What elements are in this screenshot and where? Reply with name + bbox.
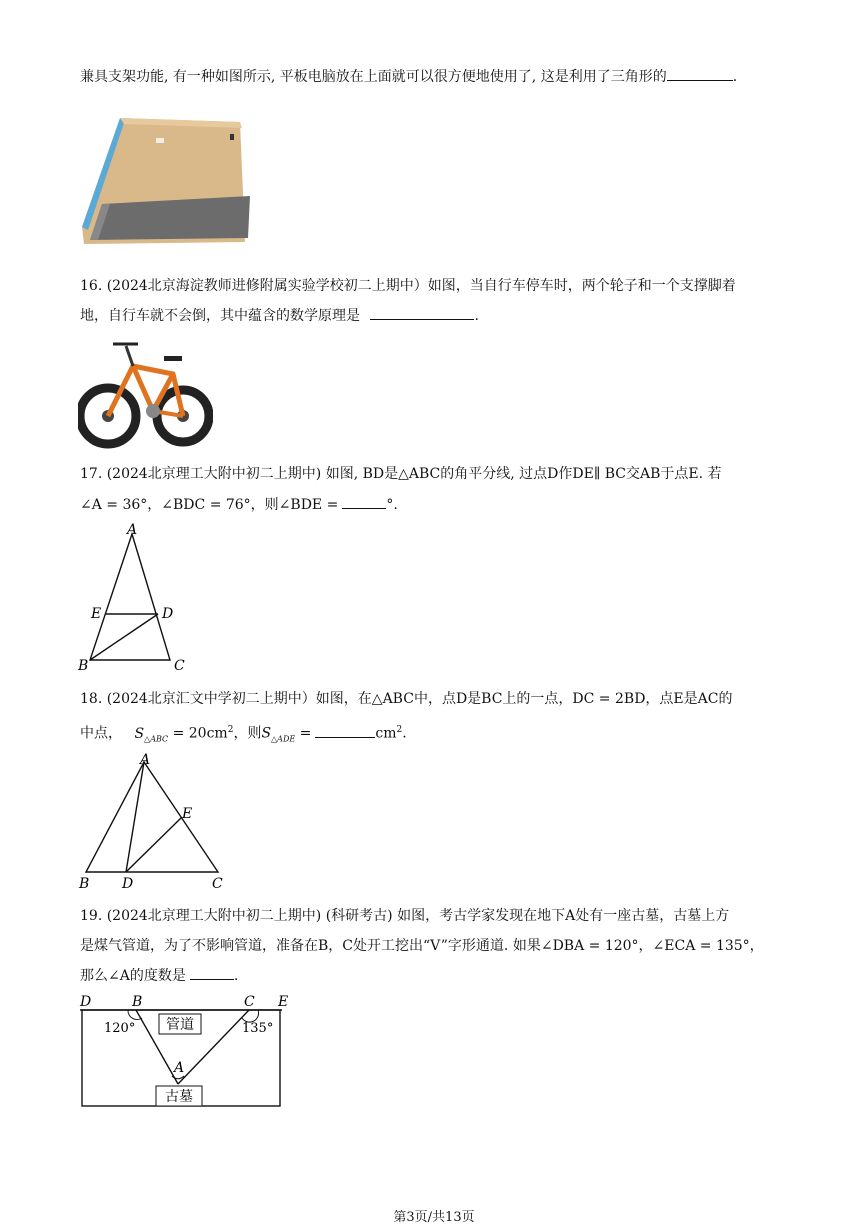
q17-triangle-figure bbox=[76, 522, 196, 674]
label-c: C bbox=[174, 658, 185, 674]
label-c: C bbox=[212, 876, 223, 892]
label-a: A bbox=[127, 522, 138, 538]
label-b: B bbox=[79, 876, 90, 892]
q18-line1: 18. (2024北京汇文中学初二上期中）如图，在△ABC中，点D是BC上的一点，DC = 2BD，点E是AC的 bbox=[80, 691, 733, 707]
angle-135-label: 135° bbox=[242, 1021, 274, 1036]
q17-line1: 17. (2024北京理工大附中初二上期中) 如图, BD是△ABC的角平分线, 过点D作DE∥ BC交AB于点E. 若 bbox=[80, 466, 722, 482]
label-e: E bbox=[91, 606, 102, 622]
pipe-label: 管道 bbox=[166, 1017, 194, 1033]
answer-blank bbox=[315, 723, 375, 738]
q15-line: 兼具支架功能, 有一种如图所示, 平板电脑放在上面就可以很方便地使用了, 这是利用了三角形的 . bbox=[80, 66, 737, 87]
label-c: C bbox=[244, 994, 255, 1010]
answer-blank bbox=[342, 494, 386, 509]
page-number: 第3页/共13页 bbox=[393, 1210, 475, 1225]
q17-line2: ∠A = 36°，∠BDC = 76°，则∠BDE = °. bbox=[80, 494, 398, 515]
answer-blank bbox=[667, 66, 733, 81]
answer-blank bbox=[190, 965, 234, 980]
tablet-stand-image bbox=[80, 112, 250, 244]
label-a: A bbox=[174, 1060, 185, 1076]
segment-de bbox=[126, 818, 181, 872]
q19-line2: 是煤气管道，为了不影响管道，准备在B，C处开工挖出“V”字形通道. 如果∠DBA = 120°，∠ECA = 135°， bbox=[80, 938, 764, 954]
angle-120-label: 120° bbox=[104, 1021, 136, 1036]
label-b: B bbox=[132, 994, 143, 1010]
q16-line1: 16. (2024北京海淀教师进修附属实验学校初二上期中）如图，当自行车停车时，两个轮子和一个支撑脚着 bbox=[80, 278, 736, 294]
label-d: D bbox=[162, 606, 174, 622]
triangle-abc bbox=[86, 762, 218, 872]
label-d: D bbox=[80, 994, 92, 1010]
q19-line3: 那么∠A的度数是 . bbox=[80, 965, 238, 986]
answer-blank bbox=[370, 305, 474, 320]
tomb-label: 古墓 bbox=[165, 1089, 193, 1105]
q18-line2: 中点， $S_{\triangle ABC} = 20cm^2$，则$S_{\triangle ADE} = cm^2$. bbox=[80, 720, 407, 749]
q19-line1: 19. (2024北京理工大附中初二上期中) (科研考古) 如图，考古学家发现在地下A处有一座古墓，古墓上方 bbox=[80, 908, 730, 924]
q19-tomb-figure bbox=[76, 992, 292, 1110]
label-b: B bbox=[78, 658, 89, 674]
triangle-abc bbox=[90, 534, 170, 660]
label-e: E bbox=[278, 994, 289, 1010]
bicycle-image bbox=[78, 336, 213, 454]
q16-line2: 地，自行车就不会倒，其中蕴含的数学原理是 . bbox=[80, 305, 479, 326]
label-e: E bbox=[182, 806, 193, 822]
label-a: A bbox=[140, 752, 151, 768]
label-d: D bbox=[122, 876, 134, 892]
q18-triangle-figure bbox=[76, 748, 231, 892]
